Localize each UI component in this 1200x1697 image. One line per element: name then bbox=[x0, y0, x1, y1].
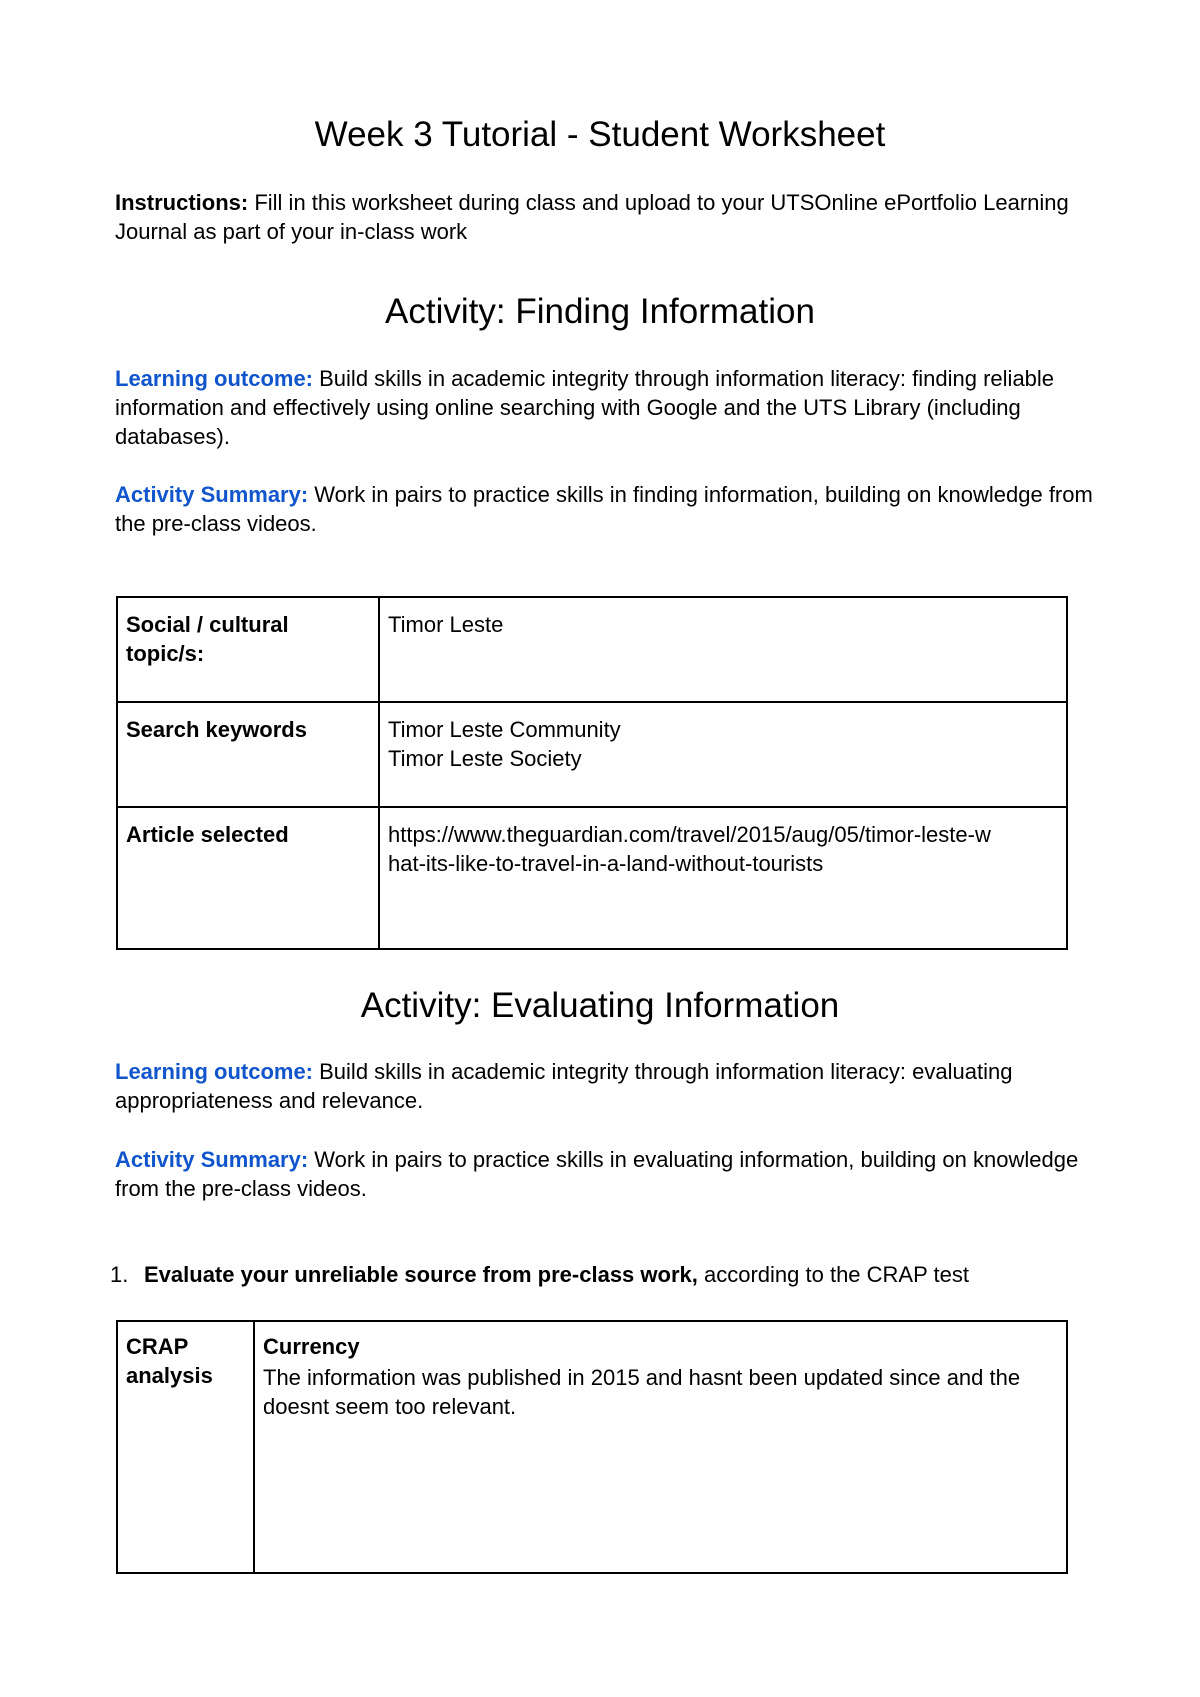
table-row bbox=[117, 807, 1067, 949]
topic-line: Timor Leste bbox=[388, 612, 504, 637]
finding-summary-text: Work in pairs to practice skills in finding information, building on knowledge from the pre-class videos. bbox=[115, 482, 1093, 536]
crap-table bbox=[116, 1320, 1068, 1574]
finding-summary-label: Activity Summary: bbox=[115, 482, 309, 507]
crap-currency-text: The information was published in 2015 and hasnt been updated since and the doesnt seem too relevant. bbox=[263, 1365, 1021, 1419]
evaluating-outcome-text: Build skills in academic integrity through information literacy: evaluating appropriateness and relevance. bbox=[115, 1059, 1013, 1113]
evaluating-summary bbox=[115, 1145, 1105, 1203]
finding-outcome-text: Build skills in academic integrity through information literacy: finding reliable information and effectively using online searching with Google and the UTS Library (including databases). bbox=[115, 366, 1055, 449]
list-item bbox=[144, 1262, 969, 1288]
list-item-rest: according to the CRAP test bbox=[697, 1262, 969, 1287]
evaluating-outcome-label: Learning outcome: bbox=[115, 1059, 314, 1084]
list-item-bold: Evaluate your unreliable source from pre-class work, bbox=[144, 1262, 698, 1287]
evaluating-summary-label: Activity Summary: bbox=[115, 1147, 309, 1172]
list-number: 1. bbox=[110, 1262, 129, 1287]
evaluating-heading: Activity: Evaluating Information bbox=[360, 986, 840, 1025]
keywords-value bbox=[379, 702, 1067, 807]
article-url-line: hat-its-like-to-travel-in-a-land-without-tourists bbox=[388, 851, 824, 876]
article-key: Article selected bbox=[117, 807, 379, 949]
crap-value bbox=[254, 1321, 1067, 1573]
article-value bbox=[379, 807, 1067, 949]
page-title: Week 3 Tutorial - Student Worksheet bbox=[314, 115, 886, 154]
finding-table bbox=[116, 596, 1068, 950]
instructions bbox=[115, 188, 1105, 246]
table-row bbox=[117, 597, 1067, 702]
table-row bbox=[117, 702, 1067, 807]
keywords-key: Search keywords bbox=[117, 702, 379, 807]
crap-key: CRAP analysis bbox=[117, 1321, 254, 1573]
instructions-text: Fill in this worksheet during class and upload to your UTSOnline ePortfolio Learning Journal as part of your in-class work bbox=[115, 190, 1069, 244]
topic-key: Social / cultural topic/s: bbox=[117, 597, 379, 702]
topic-value bbox=[379, 597, 1067, 702]
keyword-line: Timor Leste Community bbox=[388, 717, 621, 742]
finding-outcome bbox=[115, 364, 1105, 451]
article-url-line: https://www.theguardian.com/travel/2015/aug/05/timor-leste-w bbox=[388, 822, 991, 847]
crap-currency-heading: Currency bbox=[263, 1334, 360, 1359]
table-row bbox=[117, 1321, 1067, 1573]
evaluating-outcome bbox=[115, 1057, 1105, 1115]
finding-outcome-label: Learning outcome: bbox=[115, 366, 314, 391]
evaluating-summary-text: Work in pairs to practice skills in evaluating information, building on knowledge from the pre-class videos. bbox=[115, 1147, 1079, 1201]
instructions-label: Instructions: bbox=[115, 190, 249, 215]
finding-summary bbox=[115, 480, 1105, 538]
finding-heading: Activity: Finding Information bbox=[385, 292, 815, 331]
keyword-line: Timor Leste Society bbox=[388, 746, 582, 771]
